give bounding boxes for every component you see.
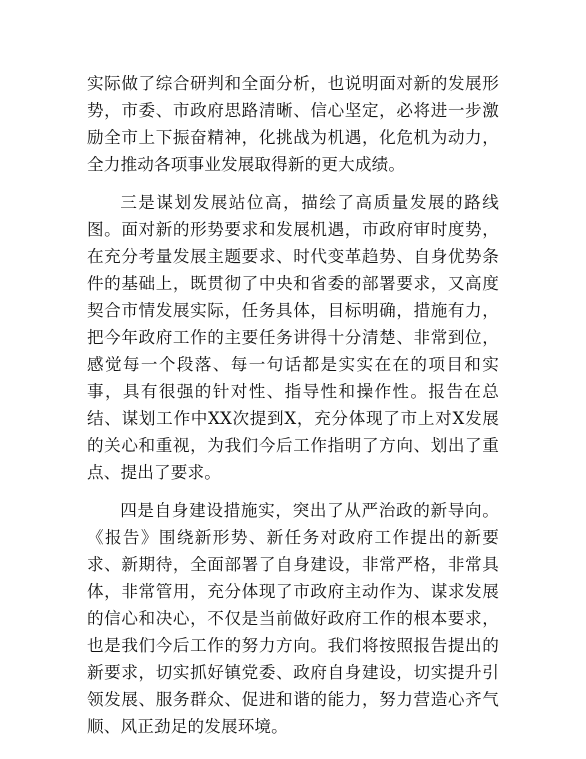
paragraph-continuation: 实际做了综合研判和全面分析，也说明面对新的发展形势，市委、市政府思路清晰、信心坚定，必将进一步激励全市上下振奋精神，化挑战为机遇，化危机为动力，全力推动各项事业发展取得新的更大成绩。 bbox=[87, 74, 499, 174]
paragraph-self-construction: 四是自身建设措施实，突出了从严治政的新导向。《报告》围绕新形势、新任务对政府工作提出的新要求、新期待，全面部署了自身建设，非常严格，非常具体，非常管用，充分体现了市政府主动作为、谋求发展的信心和决心，不仅是当前做好政府工作的根本要求，也是我们今后工作的努力方向。我们将按照报告提出的新要求，切实抓好镇党委、政府自身建设，切实提升引领发展、服务群众、促进和谐的能力，努力营造心齐气顺、风正劲足的发展环境。 bbox=[87, 501, 499, 736]
document-body bbox=[87, 70, 499, 751]
paragraph-planning: 三是谋划发展站位高，描绘了高质量发展的路线图。面对新的形势要求和发展机遇，市政府审时度势，在充分考量发展主题要求、时代变革趋势、自身优势条件的基础上，既贯彻了中央和省委的部署要求，又高度契合市情发展实际，任务具体，目标明确，措施有力，把今年政府工作的主要任务讲得十分清楚、非常到位，感觉每一个段落、每一句话都是实实在在的项目和实事，具有很强的针对性、指导性和操作性。报告在总结、谋划工作中XX次提到X，充分体现了市上对X发展的关心和重视，为我们今后工作指明了方向、划出了重点、提出了要求。 bbox=[87, 193, 499, 482]
